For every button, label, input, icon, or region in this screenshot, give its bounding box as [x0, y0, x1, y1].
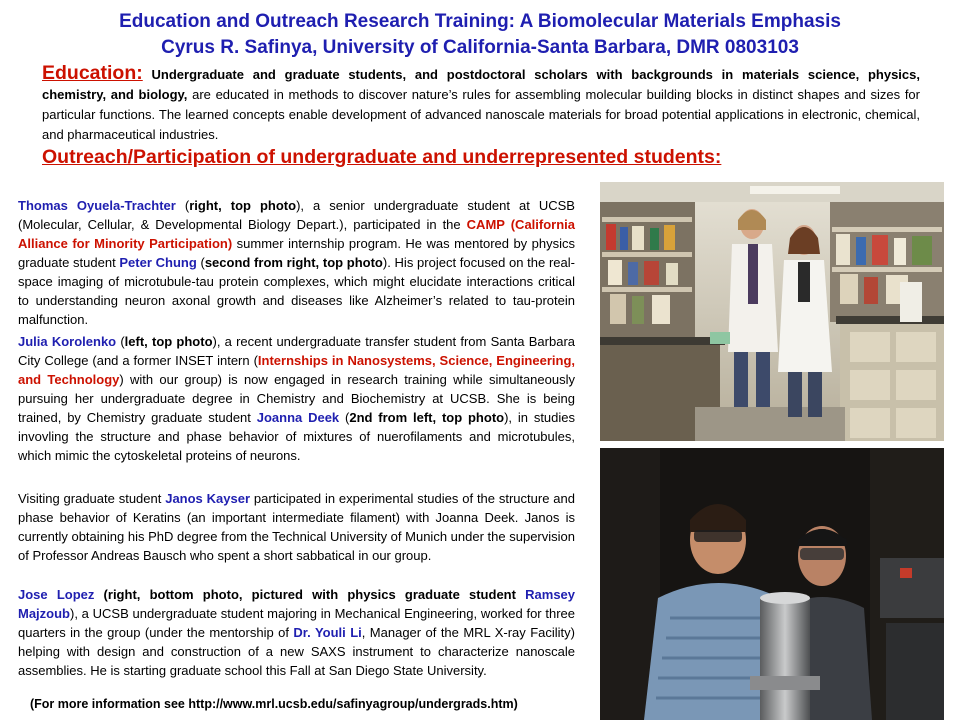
lab-group-photo: [600, 182, 944, 441]
paragraph-jose: [18, 585, 575, 680]
outreach-heading: Outreach/Participation of undergraduate and underrepresented students:: [42, 146, 722, 168]
person-name: Dr. Youli Li: [293, 625, 362, 640]
page-subtitle: Cyrus R. Safinya, University of California-Santa Barbara, DMR 0803103: [161, 37, 799, 58]
photo-ref: 2nd from left, top photo: [349, 410, 505, 425]
text-run: Visiting graduate student: [18, 491, 166, 506]
text-run: (: [116, 334, 125, 349]
person-name: Jose Lopez: [18, 587, 95, 602]
paragraph-thomas: [18, 196, 575, 329]
person-name: Peter Chung: [119, 255, 197, 270]
text-run: (: [175, 198, 190, 213]
instrument-photo: [600, 448, 944, 720]
photo-ref: right, top photo: [189, 198, 297, 213]
text-run: ) with our group) is now engaged in research training while simultaneously pursuing her undergraduate degree in Chemistry and Biochemistry at UCSB. She is being trained, by Chemistry graduate student: [18, 372, 575, 425]
photo-ref: (right, bottom photo, pictured with physics graduate student: [94, 587, 526, 602]
text-run: ), in studies invovling the structure and phase behavior of mixtures of nuerofilaments and microtubules, which mimic the cytoskeletal proteins of neurons.: [18, 410, 576, 463]
person-name: Joanna Deek: [256, 410, 340, 425]
text-run: ), a recent undergraduate transfer student from Santa Barbara City College (and a former INSET intern (: [18, 334, 575, 368]
footer-link-note: (For more information see http://www.mrl.ucsb.edu/safinyagroup/undergrads.htm): [30, 697, 518, 711]
education-text: are educated in methods to discover nature’s rules for assembling molecular building blocks in distinct shapes and sizes for particular functions. The learned concepts enable development of advanced nanoscale materials for broad potential applications in electronic, chemical, and pharmaceutical industries.: [42, 87, 920, 142]
program-name: Internships in Nanosystems, Science, Engineering, and Technology: [18, 353, 575, 387]
paragraph-julia: [18, 332, 575, 465]
text-run: summer internship program. He was mentored by physics graduate student: [18, 236, 575, 270]
paragraph-janos: [18, 489, 575, 565]
program-name: CAMP (California Alliance for Minority Participation): [18, 217, 576, 251]
lab-photo-illustration: [600, 182, 944, 441]
text-run: , Manager of the MRL X-ray Facility) helping with design and construction of a new SAXS instrument to characterize nanoscale assemblies. He is starting graduate school this Fall at San Diego State University.: [18, 625, 575, 678]
education-paragraph: [42, 63, 920, 145]
text-run: participated in experimental studies of the structure and phase behavior of Keratins (an important intermediate filament) with Joanna Deek. Janos is currently obtaining his PhD degree from the Technical University of Munich under the supervision of Professor Andreas Bausch who spent a short sabbatical in our group.: [18, 491, 575, 563]
person-name: Thomas Oyuela-Trachter: [18, 198, 176, 213]
person-name: Ramsey Majzoub: [18, 587, 576, 621]
person-name: Julia Korolenko: [18, 334, 117, 349]
person-name: Janos Kayser: [165, 491, 251, 506]
text-run: (: [196, 255, 205, 270]
instrument-photo-illustration: [600, 448, 944, 720]
text-run: (: [339, 410, 350, 425]
education-label: Education:: [42, 62, 143, 84]
photo-ref: left, top photo: [124, 334, 213, 349]
text-run: ). His project focused on the real-space imaging of microtubule-tau protein complexes, which might elucidate interactions critical to understanding neuron axonal growth and diseases like Alzheimer’s related to tau-protein malfunction.: [18, 255, 575, 327]
text-run: ), a UCSB undergraduate student majoring in Mechanical Engineering, worked for three quarters in the group (under the mentorship of: [18, 606, 575, 640]
text-run: ), a senior undergraduate student at UCSB (Molecular, Cellular, & Developmental Biology Depart.), participated in the: [18, 198, 575, 232]
photo-ref: second from right, top photo: [204, 255, 383, 270]
page-title: Education and Outreach Research Training: A Biomolecular Materials Emphasis: [119, 11, 841, 32]
education-bold-text: Undergraduate and graduate students, and postdoctoral scholars with backgrounds in materials science, physics, chemistry, and biology,: [42, 67, 920, 102]
